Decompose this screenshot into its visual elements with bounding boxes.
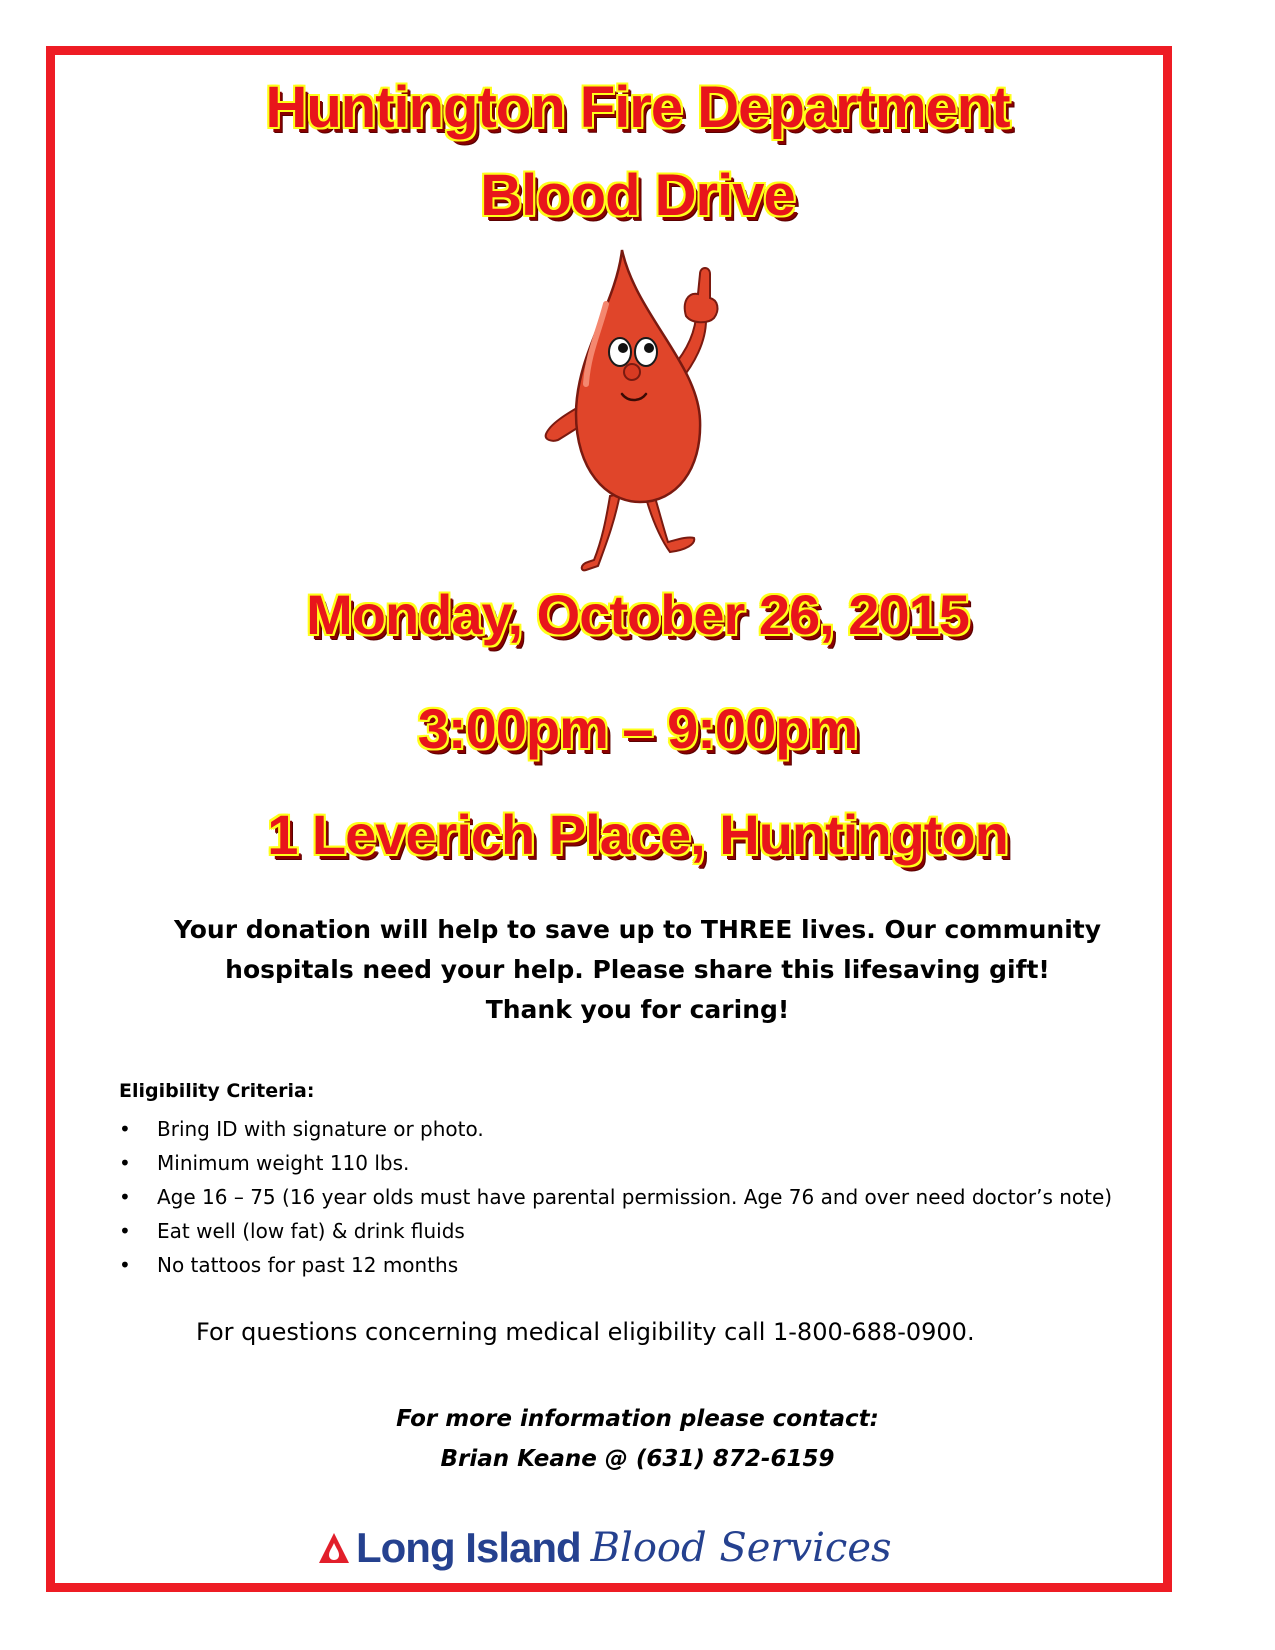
medical-questions-phone: For questions concerning medical eligibility call 1-800-688-0900. [196, 1318, 975, 1346]
blood-drop-mascot-illustration [536, 244, 742, 574]
list-item-text: Eat well (low fat) & drink fluids [157, 1219, 465, 1243]
event-location: 1 Leverich Place, Huntington [267, 803, 1008, 866]
donation-message [0, 910, 1275, 1030]
contact-heading: For more information please contact: [396, 1406, 879, 1432]
list-item [119, 1214, 1119, 1248]
eligibility-list [119, 1112, 1119, 1282]
event-time: 3:00pm – 9:00pm [417, 697, 858, 760]
list-item [119, 1180, 1119, 1214]
bullet-icon: • [119, 1253, 131, 1277]
blood-drop-triangle-icon [318, 1531, 350, 1565]
contact-person: Brian Keane @ (631) 872-6159 [440, 1446, 835, 1472]
message-line: hospitals need your help. Please share this lifesaving gift! [225, 955, 1050, 984]
long-island-blood-services-logo [318, 1520, 892, 1576]
message-line: Your donation will help to save up to THREE lives. Our community [173, 915, 1102, 944]
bullet-icon: • [119, 1151, 131, 1175]
logo-text-serif: Blood Services [590, 1525, 892, 1571]
bullet-icon: • [119, 1185, 131, 1209]
flyer-title: Huntington Fire Department [265, 75, 1010, 140]
list-item [119, 1248, 1119, 1282]
list-item [119, 1146, 1119, 1180]
event-date: Monday, October 26, 2015 [306, 583, 969, 646]
list-item [119, 1112, 1119, 1146]
list-item-text: No tattoos for past 12 months [157, 1253, 459, 1277]
bullet-icon: • [119, 1117, 131, 1141]
list-item-text: Age 16 – 75 (16 year olds must have parental permission. Age 76 and over need doctor’s note) [157, 1185, 1113, 1209]
list-item-text: Minimum weight 110 lbs. [157, 1151, 410, 1175]
message-line: Thank you for caring! [485, 995, 790, 1024]
eligibility-heading: Eligibility Criteria: [119, 1080, 315, 1102]
flyer-subtitle: Blood Drive [480, 163, 795, 228]
list-item-text: Bring ID with signature or photo. [157, 1117, 484, 1141]
logo-text-bold: Long Island [356, 1524, 581, 1571]
bullet-icon: • [119, 1219, 131, 1243]
